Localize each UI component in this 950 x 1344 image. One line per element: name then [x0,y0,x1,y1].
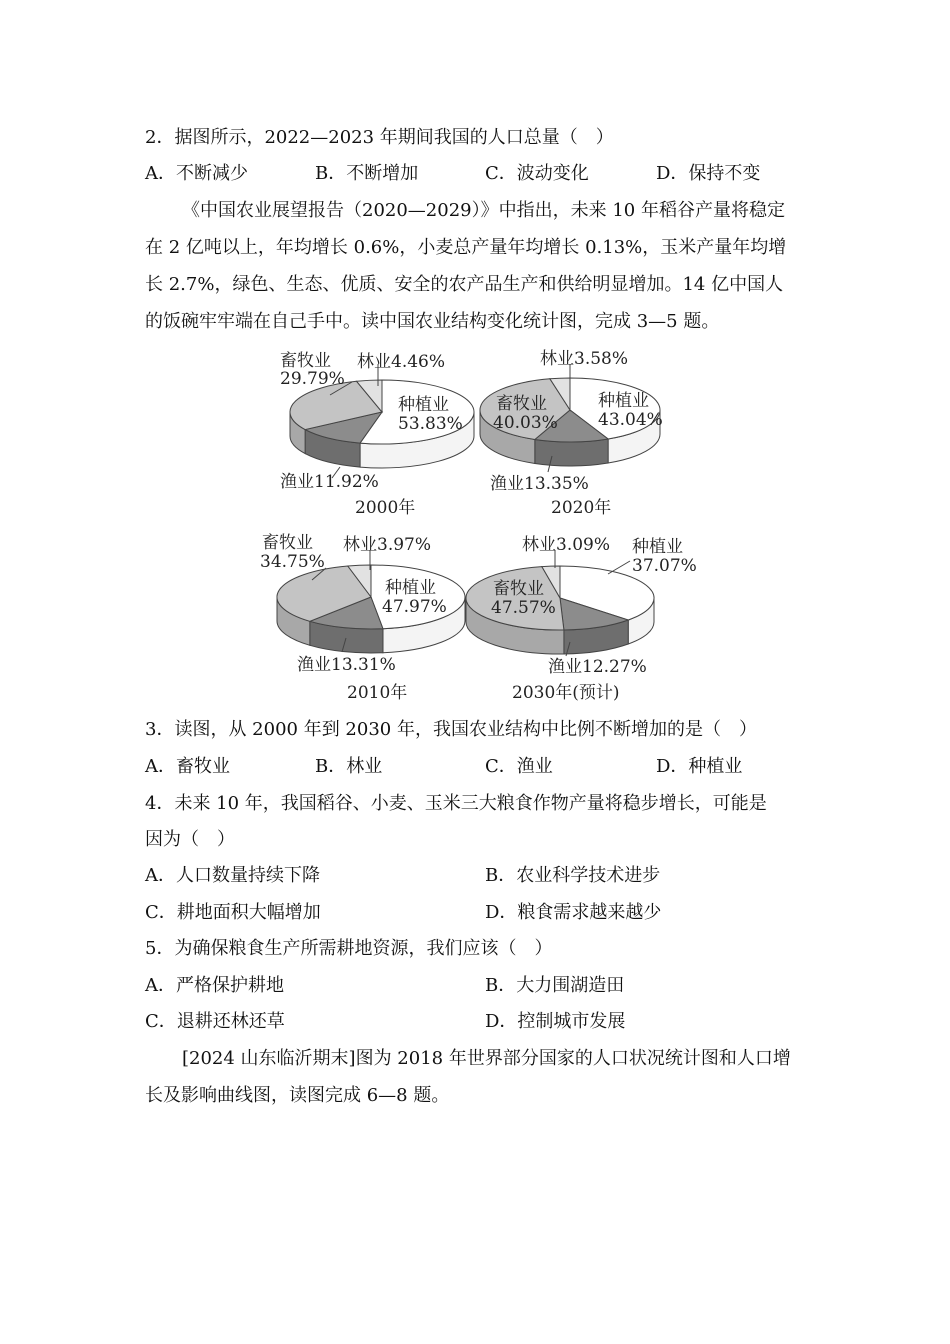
svg-text:林业3.09% [522,535,610,555]
q5-stem: 5．为确保粮食生产所需耕地资源，我们应该（ ） [145,938,553,959]
svg-text:渔业13.31% [297,655,396,675]
title-2000: 2000年 [355,498,416,518]
value-2020-planting: 43.04% [598,410,663,430]
label-2020-planting: 种植业 [598,391,649,411]
q3-option-a: A．畜牧业 [145,756,230,777]
value-2010-planting: 47.97% [382,597,447,617]
passage1-line-2: 在 2 亿吨以上，年均增长 0.6%，小麦总产量年均增长 0.13%，玉米产量年均增 [145,237,787,258]
q3-option-c: C．渔业 [485,756,553,777]
label-2020-fishery: 渔业 [490,474,524,494]
q4-option-b: B．农业科学技术进步 [485,865,661,886]
q5-option-d: D．控制城市发展 [485,1011,626,1032]
value-2010-fishery: 13.31% [331,655,396,675]
value-2020-forestry: 3.58% [574,349,629,369]
label-2000-forestry: 林业 [357,352,391,372]
q4-stem-line-2: 因为（ ） [145,829,235,850]
svg-text:林业3.58% [540,349,628,369]
label-2000-fishery: 渔业 [280,472,314,492]
q2-stem: 2．据图所示，2022—2023 年期间我国的人口总量（ ） [145,127,614,148]
label-2020-forestry: 林业 [540,349,574,369]
svg-text:林业4.46% [357,352,445,372]
value-2000-forestry: 4.46% [391,352,446,372]
value-2030-forestry: 3.09% [556,535,611,555]
value-2000-livestock: 29.79% [280,369,345,389]
svg-text:林业3.97% [343,535,431,555]
label-2010-livestock: 畜牧业 [262,533,313,553]
q3-stem: 3．读图，从 2000 年到 2030 年，我国农业结构中比例不断增加的是（ ） [145,719,757,740]
q2-option-b: B．不断增加 [315,163,419,184]
title-2010: 2010年 [347,683,408,703]
value-2010-livestock: 34.75% [260,552,325,572]
leader-2030-planting [608,561,630,574]
label-2010-fishery: 渔业 [297,655,331,675]
label-2030-planting: 种植业 [632,537,683,557]
q3-option-d: D．种植业 [656,756,743,777]
passage1-line-1: 《中国农业展望报告（2020—2029）》中指出，未来 10 年稻谷产量将稳定 [182,200,785,221]
passage1-line-3: 长 2.7%，绿色、生态、优质、安全的农产品生产和供给明显增加。14 亿中国人 [145,274,784,295]
value-2030-livestock: 47.57% [491,598,556,618]
title-2030: 2030年(预计) [512,683,620,703]
title-2020: 2020年 [551,498,612,518]
value-2030-planting: 37.07% [632,556,697,576]
q5-option-c: C．退耕还林还草 [145,1011,285,1032]
q2-option-a: A．不断减少 [145,163,248,184]
q2-option-c: C．波动变化 [485,163,589,184]
q5-option-b: B．大力围湖造田 [485,975,625,996]
label-2000-livestock: 畜牧业 [280,351,331,371]
value-2000-fishery: 11.92% [314,472,379,492]
side-2020-fishery [535,439,608,466]
passage1-line-4: 的饭碗牢牢端在自己手中。读中国农业结构变化统计图，完成 3—5 题。 [145,311,720,332]
passage2-line-1: [2024 山东临沂期末]图为 2018 年世界部分国家的人口状况统计图和人口增 [182,1048,791,1069]
value-2010-forestry: 3.97% [377,535,432,555]
value-2020-fishery: 13.35% [524,474,589,494]
svg-text:渔业12.27% [548,657,647,677]
label-2010-forestry: 林业 [343,535,377,555]
value-2030-fishery: 12.27% [582,657,647,677]
q5-option-a: A．严格保护耕地 [145,975,284,996]
svg-text:渔业13.35% [490,474,589,494]
q2-option-d: D．保持不变 [656,163,761,184]
label-2030-forestry: 林业 [522,535,556,555]
q4-stem-line-1: 4．未来 10 年，我国稻谷、小麦、玉米三大粮食作物产量将稳步增长，可能是 [145,793,767,814]
label-2030-livestock: 畜牧业 [493,579,544,599]
value-2020-livestock: 40.03% [493,413,558,433]
label-2030-fishery: 渔业 [548,657,582,677]
q4-option-c: C．耕地面积大幅增加 [145,902,321,923]
q4-option-d: D．粮食需求越来越少 [485,902,662,923]
q3-option-b: B．林业 [315,756,383,777]
label-2010-planting: 种植业 [385,578,436,598]
svg-text:渔业11.92% [280,472,379,492]
q4-option-a: A．人口数量持续下降 [145,865,320,886]
value-2000-planting: 53.83% [398,414,463,434]
passage2-line-2: 长及影响曲线图，读图完成 6—8 题。 [145,1085,450,1106]
label-2000-planting: 种植业 [398,395,449,415]
label-2020-livestock: 畜牧业 [496,394,547,414]
